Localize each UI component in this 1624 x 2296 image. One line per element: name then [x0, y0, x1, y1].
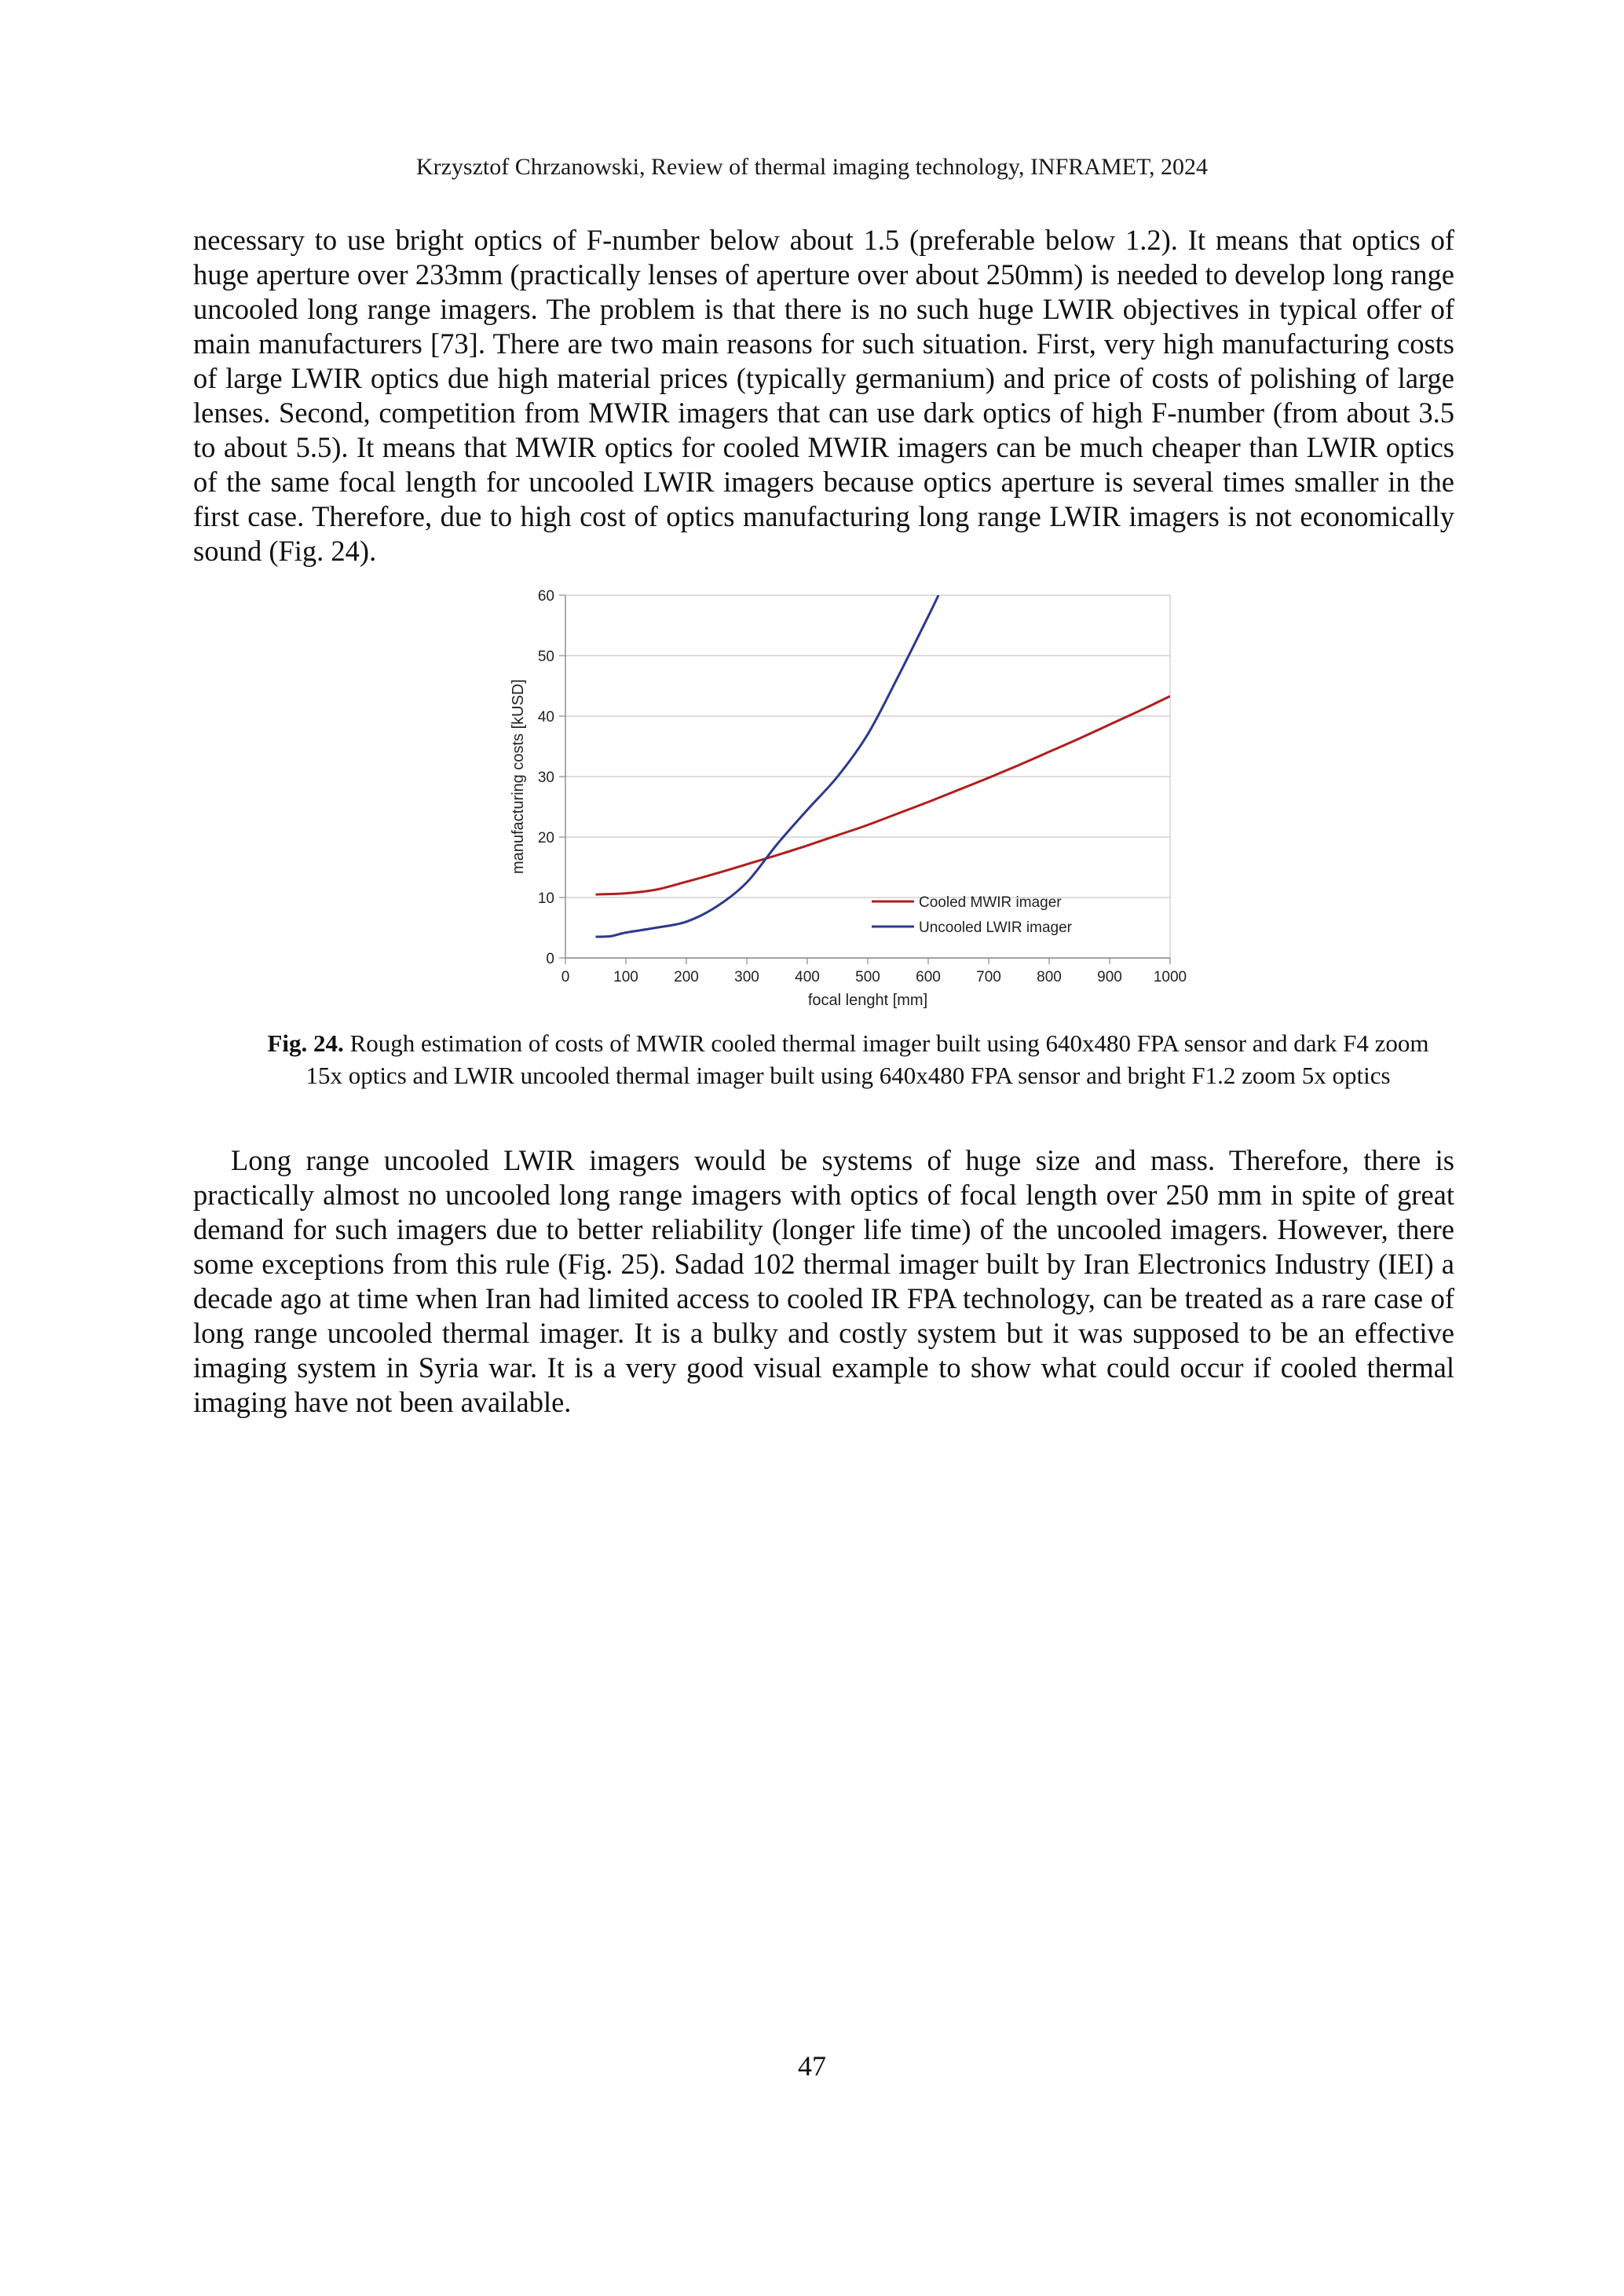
x-tick-label: 800	[1037, 969, 1062, 985]
paragraph-2	[193, 1143, 1454, 1420]
x-tick-label: 1000	[1153, 969, 1187, 985]
series-line-uncooled-lwir	[596, 595, 939, 937]
x-tick-label: 600	[916, 969, 941, 985]
y-tick-label: 0	[546, 951, 554, 967]
chart-x-axis-label: focal lenght [mm]	[807, 992, 928, 1009]
y-tick-label: 20	[537, 830, 554, 846]
y-tick-label: 40	[537, 709, 554, 726]
y-tick-label: 10	[537, 890, 554, 907]
x-tick-label: 200	[674, 969, 699, 985]
x-tick-label: 500	[855, 969, 880, 985]
running-header: Krzysztof Chrzanowski, Review of thermal imaging technology, INFRAMET, 2024	[415, 154, 1209, 180]
page-number: 47	[798, 2050, 826, 2082]
cost-chart-svg	[471, 579, 1194, 1027]
figure-24-chart	[471, 579, 1194, 1027]
chart-axes	[538, 588, 1187, 985]
legend-label: Uncooled LWIR imager	[919, 919, 1073, 936]
y-tick-label: 60	[537, 588, 554, 605]
figure-24-caption	[259, 1027, 1437, 1091]
paragraph-2-text: Long range uncooled LWIR imagers would be systems of huge size and mass. Therefore, there is practically almost no uncooled long range imagers with optics of focal length over 250 mm in spite of great demand for such imagers due to better reliability (longer life time) of the uncooled imagers. However, there some exceptions from this rule (Fig. 25). Sadad 102 thermal imager built by Iran Electronics Industry (IEI) a decade ago at time when Iran had limited access to cooled IR FPA technology, can be treated as a rare case of long range uncooled thermal imager. It is a bulky and costly system but it was supposed to be an effective imaging system in Syria war. It is a very good visual example to show what could occur if cooled thermal imaging have not been available.	[193, 1144, 1454, 1418]
chart-legend	[872, 894, 1073, 936]
y-tick-label: 50	[537, 649, 554, 665]
figure-caption-text: Rough estimation of costs of MWIR cooled thermal imager built using 640x480 FPA sensor and dark F4 zoom 15x optics and LWIR uncooled thermal imager built using 640x480 FPA sensor and bright F1.2 zoom 5x optics	[305, 1029, 1429, 1089]
x-tick-label: 900	[1097, 969, 1122, 985]
x-tick-label: 100	[613, 969, 638, 985]
legend-label: Cooled MWIR imager	[919, 894, 1062, 911]
x-tick-label: 300	[734, 969, 759, 985]
x-tick-label: 400	[795, 969, 820, 985]
paragraph-1-text: necessary to use bright optics of F-number below about 1.5 (preferable below 1.2). It means that optics of huge aperture over 233mm (practically lenses of aperture over about 250mm) is needed to develop long range uncooled long range imagers. The problem is that there is no such huge LWIR objectives in typical offer of main manufacturers [73]. There are two main reasons for such situation. First, very high manufacturing costs of large LWIR optics due high material prices (typically germanium) and price of costs of polishing of large lenses. Second, competition from MWIR imagers that can use dark optics of high F-number (from about 3.5 to about 5.5). It means that MWIR optics for cooled MWIR imagers can be much cheaper than LWIR optics of the same focal length for uncooled LWIR imagers because optics aperture is several times smaller in the first case. Therefore, due to high cost of optics manufacturing long range LWIR imagers is not economically sound (Fig. 24).	[193, 224, 1454, 567]
figure-label: Fig. 24.	[267, 1029, 344, 1057]
y-tick-label: 30	[537, 770, 554, 786]
series-line-cooled-mwir	[596, 696, 1171, 895]
x-tick-label: 0	[561, 969, 570, 985]
paragraph-1	[193, 223, 1454, 569]
chart-gridlines	[565, 595, 1170, 958]
chart-series	[596, 595, 1171, 937]
x-tick-label: 700	[976, 969, 1001, 985]
chart-y-axis-label: manufacturing costs [kUSD]	[510, 679, 527, 874]
